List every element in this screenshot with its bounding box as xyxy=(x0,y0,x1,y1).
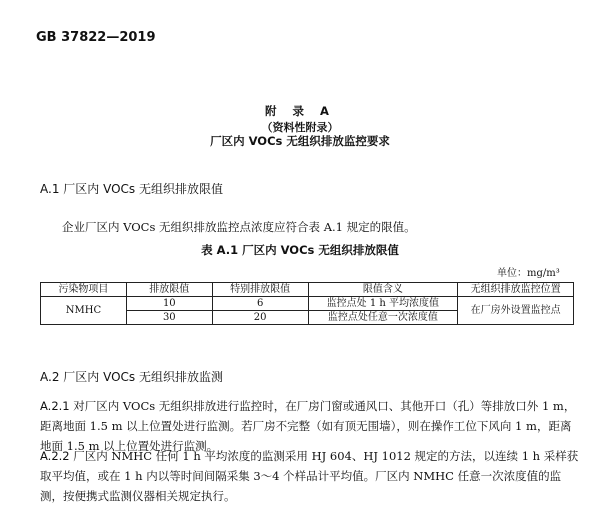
paragraph-a22 xyxy=(40,446,580,506)
header-meaning: 限值含义 xyxy=(308,283,458,297)
header-limit: 排放限值 xyxy=(126,283,212,297)
clause-number-a21: A.2.1 xyxy=(40,399,70,413)
section-a1-heading: A.1 厂区内 VOCs 无组织排放限值 xyxy=(40,182,223,196)
section-a1-paragraph: 企业厂区内 VOCs 无组织排放监控点浓度应符合表 A.1 规定的限值。 xyxy=(62,220,416,234)
limits-table xyxy=(40,282,574,325)
cell-meaning: 监控点处 1 h 平均浓度值 xyxy=(308,297,458,311)
cell-limit: 10 xyxy=(126,297,212,311)
clause-text-a22: 厂区内 NMHC 任何 1 h 平均浓度的监测采用 HJ 604、HJ 1012 规定的方法，以连续 1 h 采样获取平均值，或在 1 h 内以等时间间隔采集 3～4 个样品计平均值。厂区内 NMHC 任意一次浓度值的监测，按便携式监测仪器相关规定执行。 xyxy=(40,449,579,503)
clause-text-a21: 对厂区内 VOCs 无组织排放进行监控时，在厂房门窗或通风口、其他开口（孔）等排放口外 1 m，距离地面 1.5 m 以上位置处进行监测。若厂房不完整（如有顶无围墙），则在操作工位下风向 1 m，距离地面 1.5 m 以上位置处进行监测。 xyxy=(40,399,576,453)
unit-label: 单位：mg/m³ xyxy=(497,268,560,279)
cell-location: 在厂房外设置监控点 xyxy=(458,297,574,325)
header-pollutant: 污染物项目 xyxy=(41,283,127,297)
table-header-row xyxy=(41,283,574,297)
annex-title: 附 录 A xyxy=(265,104,335,118)
cell-pollutant: NMHC xyxy=(41,297,127,325)
header-location: 无组织排放监控位置 xyxy=(458,283,574,297)
cell-limit: 30 xyxy=(126,311,212,325)
section-a2-heading: A.2 厂区内 VOCs 无组织排放监测 xyxy=(40,370,223,384)
table-row xyxy=(41,297,574,311)
header-special-limit: 特别排放限值 xyxy=(212,283,308,297)
table-title: 表 A.1 厂区内 VOCs 无组织排放限值 xyxy=(201,243,399,257)
cell-special-limit: 20 xyxy=(212,311,308,325)
annex-type: （资料性附录） xyxy=(261,121,339,134)
clause-number-a22: A.2.2 xyxy=(40,449,70,463)
annex-subject: 厂区内 VOCs 无组织排放监控要求 xyxy=(210,134,390,148)
cell-special-limit: 6 xyxy=(212,297,308,311)
standard-code: GB 37822—2019 xyxy=(36,30,156,45)
cell-meaning: 监控点处任意一次浓度值 xyxy=(308,311,458,325)
